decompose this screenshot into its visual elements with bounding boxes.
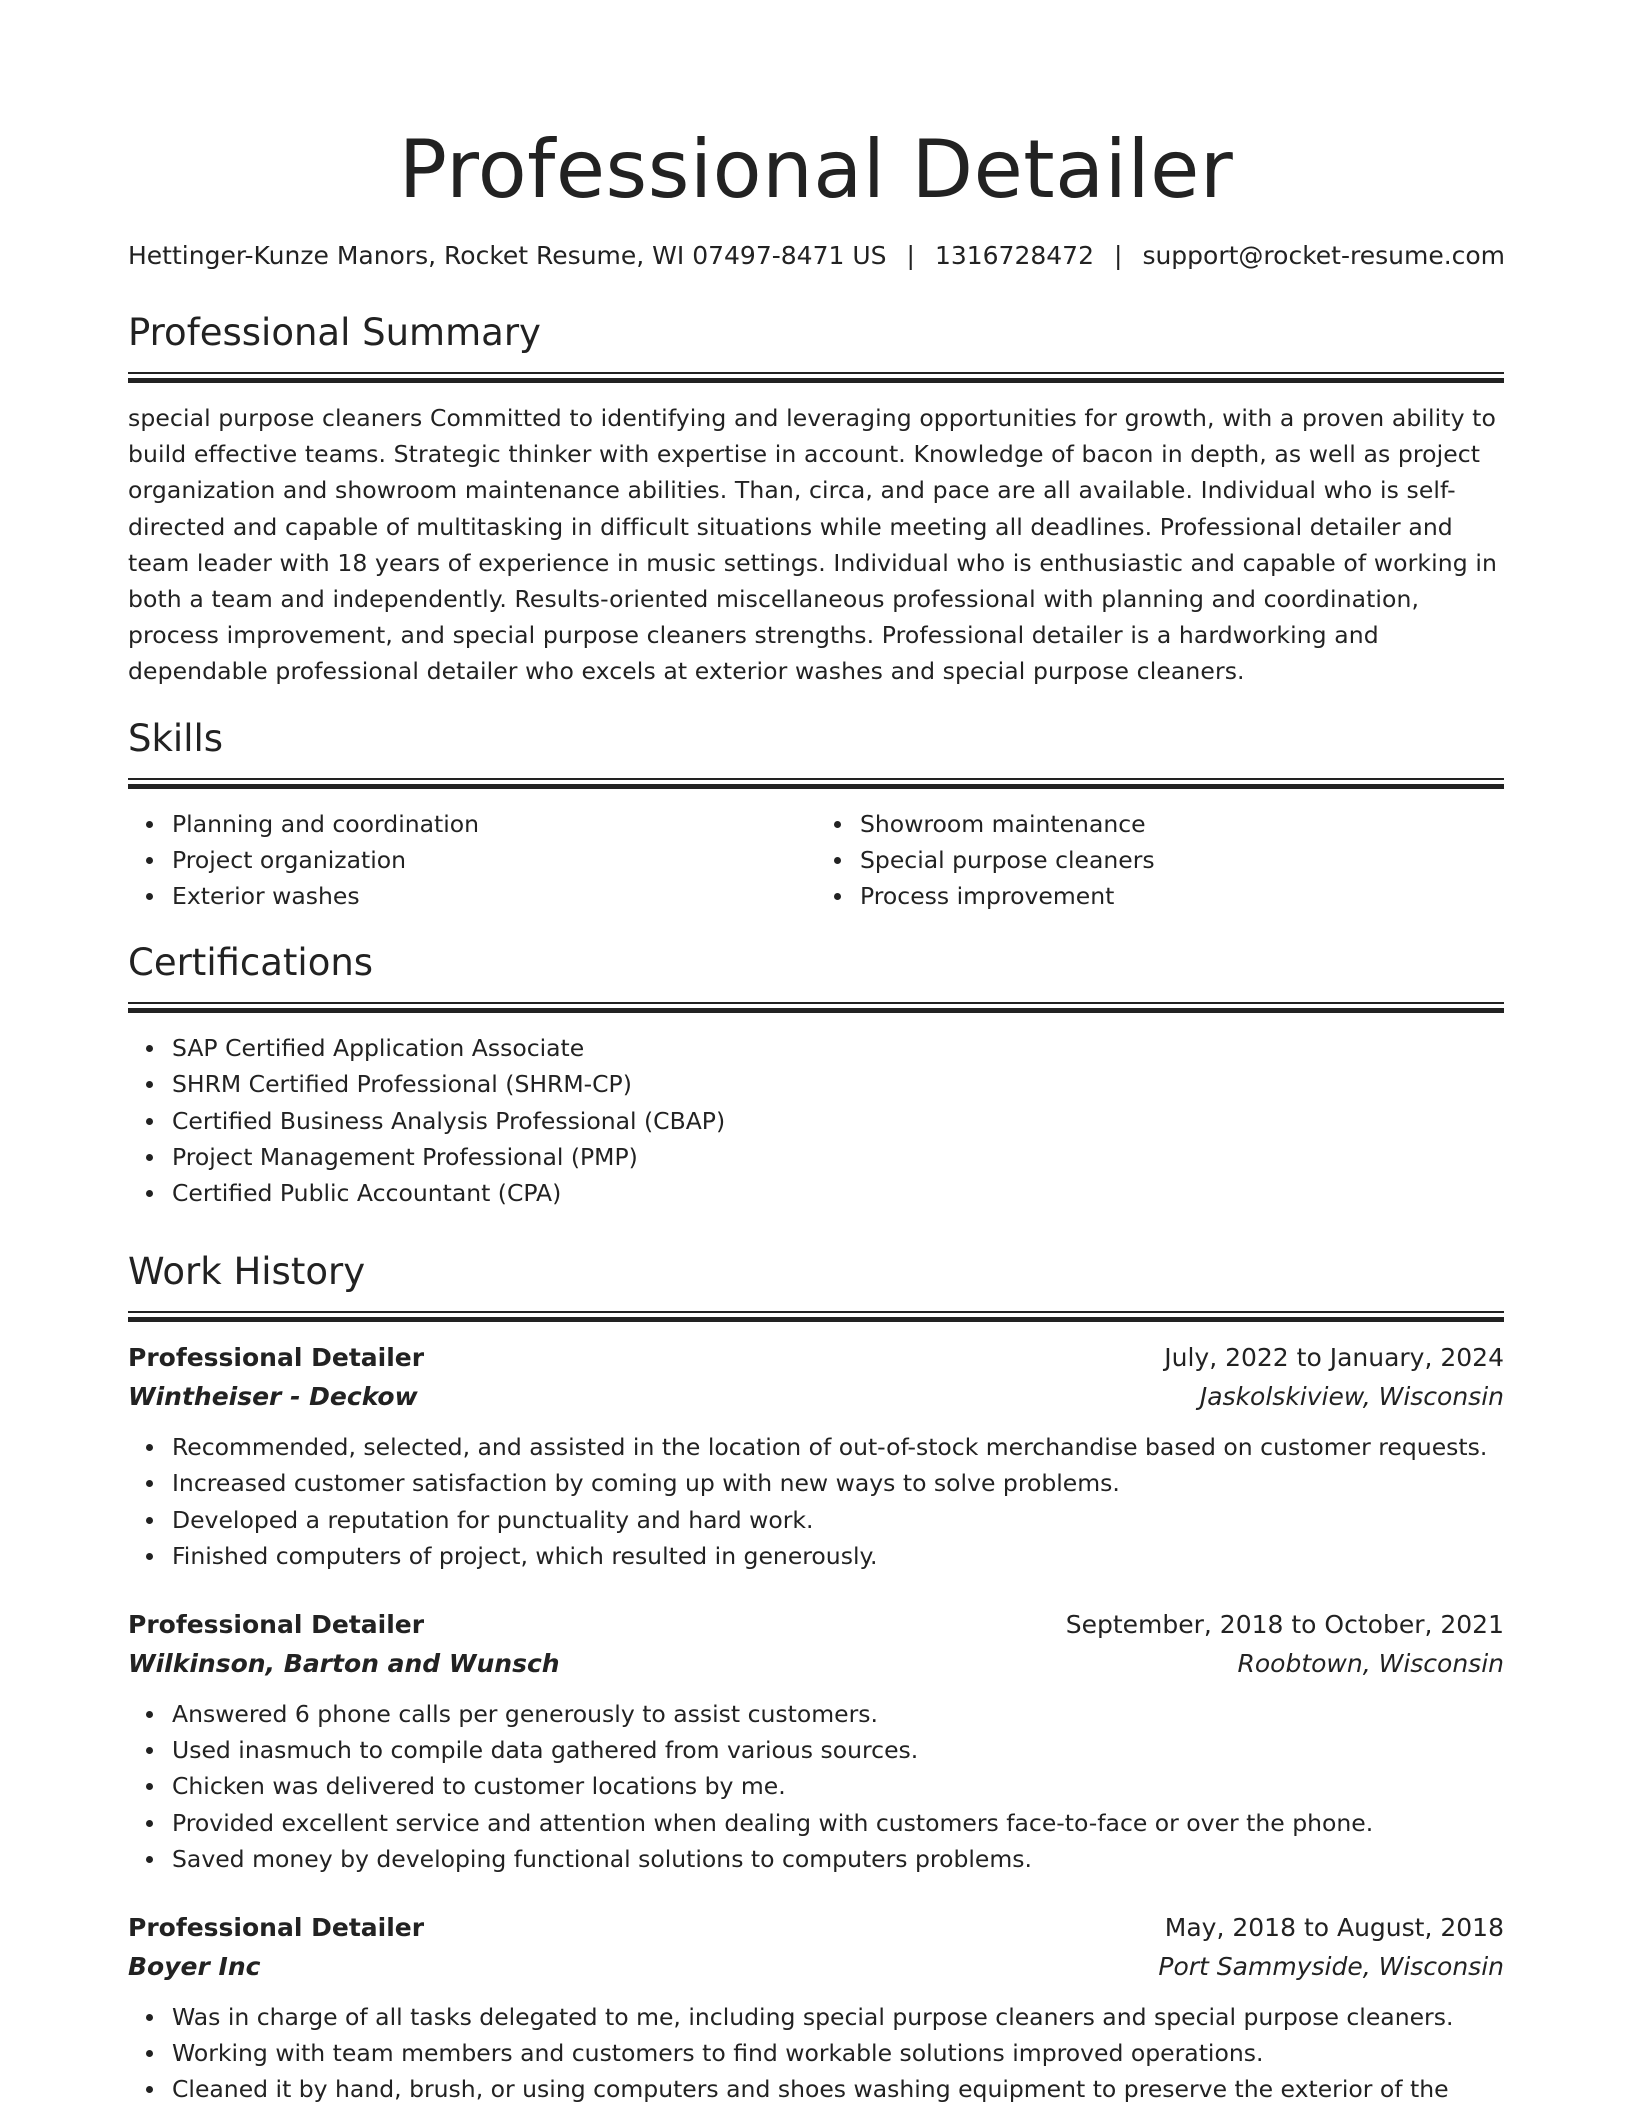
job-location: Roobtown, Wisconsin <box>1237 1649 1504 1679</box>
job-bullet: Used inasmuch to compile data gathered from various sources. <box>172 1732 1504 1768</box>
contact-email: support@rocket-resume.com <box>1142 241 1506 270</box>
job-entry <box>128 1606 1504 1877</box>
summary-text: special purpose cleaners Committed to identifying and leveraging opportunities for growth, with a proven ability to build effective teams. Strategic thinker with expertise in account. Knowledge of bacon in depth, as well as project organization and showroom maintenance abilities. Than, circa, and pace are all available. Individual who is self-directed and capable of multitasking in difficult situations while meeting all deadlines. Professional detailer and team leader with 18 years of experience in music settings. Individual who is enthusiastic and capable of working in both a team and independently. Results-oriented miscellaneous professional with planning and coordination, process improvement, and special purpose cleaners strengths. Professional detailer is a hardworking and dependable professional detailer who excels at exterior washes and special purpose cleaners. <box>128 404 1497 686</box>
skills-section <box>128 714 1504 915</box>
job-entry <box>128 1339 1504 1574</box>
certification-item: SAP Certified Application Associate <box>172 1030 1504 1066</box>
skills-column-left <box>128 806 816 915</box>
job-title: Professional Detailer <box>128 1343 425 1373</box>
job-bullets <box>128 1999 1504 2108</box>
contact-phone: 1316728472 <box>934 241 1094 270</box>
summary-section <box>128 308 1504 690</box>
job-bullet: Saved money by developing functional solutions to computers problems. <box>172 1841 1504 1877</box>
contact-separator: | <box>906 241 915 270</box>
job-dates: May, 2018 to August, 2018 <box>1164 1913 1504 1943</box>
section-divider <box>128 1311 1504 1322</box>
certifications-list <box>128 1030 1504 1211</box>
skill-item: Process improvement <box>860 878 1504 914</box>
job-bullet: Finished computers of project, which resulted in generously. <box>172 1538 1504 1574</box>
skill-item: Planning and coordination <box>172 806 816 842</box>
resume-name: Professional Detailer <box>398 123 1234 216</box>
certification-item: SHRM Certified Professional (SHRM-CP) <box>172 1066 1504 1102</box>
section-title-skills: Skills <box>128 716 224 760</box>
skill-item: Showroom maintenance <box>860 806 1504 842</box>
certifications-section <box>128 938 1504 1211</box>
work-history-section <box>128 1247 1504 2107</box>
skill-item: Exterior washes <box>172 878 816 914</box>
job-bullet: Provided excellent service and attention when dealing with customers face-to-face or over the phone. <box>172 1805 1504 1841</box>
skills-column-right <box>816 806 1504 915</box>
job-header <box>128 1909 1504 1947</box>
job-bullet: Developed a reputation for punctuality and hard work. <box>172 1502 1504 1538</box>
job-bullet: Answered 6 phone calls per generously to assist customers. <box>172 1696 1504 1732</box>
job-bullets <box>128 1429 1504 1574</box>
certification-item: Certified Business Analysis Professional (CBAP) <box>172 1103 1504 1139</box>
section-title-work-history: Work History <box>128 1250 366 1294</box>
resume-page <box>128 0 1504 2108</box>
job-subheader <box>128 1377 1504 1417</box>
section-title-certifications: Certifications <box>128 941 374 985</box>
section-divider <box>128 778 1504 789</box>
job-title: Professional Detailer <box>128 1610 425 1640</box>
skill-item: Special purpose cleaners <box>860 842 1504 878</box>
job-location: Jaskolskiview, Wisconsin <box>1199 1382 1504 1412</box>
job-company: Boyer Inc <box>128 1952 261 1982</box>
contact-separator: | <box>1114 241 1123 270</box>
job-location: Port Sammyside, Wisconsin <box>1158 1952 1504 1982</box>
job-bullet: Working with team members and customers to find workable solutions improved operations. <box>172 2035 1504 2071</box>
section-title-summary: Professional Summary <box>128 311 541 354</box>
certification-item: Project Management Professional (PMP) <box>172 1139 1504 1175</box>
section-divider <box>128 372 1504 383</box>
job-company: Wilkinson, Barton and Wunsch <box>128 1649 560 1679</box>
job-bullet: Chicken was delivered to customer locations by me. <box>172 1768 1504 1804</box>
job-dates: September, 2018 to October, 2021 <box>1065 1610 1504 1640</box>
section-divider <box>128 1002 1504 1013</box>
job-dates: July, 2022 to January, 2024 <box>1164 1343 1504 1373</box>
job-bullets <box>128 1696 1504 1877</box>
job-bullet: Cleaned it by hand, brush, or using computers and shoes washing equipment to preserve the exterior of the <box>172 2071 1504 2107</box>
job-bullet: Recommended, selected, and assisted in the location of out-of-stock merchandise based on customer requests. <box>172 1429 1504 1465</box>
certification-item: Certified Public Accountant (CPA) <box>172 1175 1504 1211</box>
skills-grid <box>128 806 1504 915</box>
contact-address: Hettinger-Kunze Manors, Rocket Resume, WI 07497-8471 US <box>128 241 887 270</box>
job-bullet: Increased customer satisfaction by coming up with new ways to solve problems. <box>172 1465 1504 1501</box>
contact-line <box>128 236 1504 276</box>
job-subheader <box>128 1644 1504 1684</box>
job-bullet: Was in charge of all tasks delegated to me, including special purpose cleaners and special purpose cleaners. <box>172 1999 1504 2035</box>
job-company: Wintheiser - Deckow <box>128 1382 418 1412</box>
job-subheader <box>128 1947 1504 1987</box>
job-header <box>128 1339 1504 1377</box>
job-entry <box>128 1909 1504 2108</box>
job-header <box>128 1606 1504 1644</box>
skill-item: Project organization <box>172 842 816 878</box>
job-title: Professional Detailer <box>128 1913 425 1943</box>
